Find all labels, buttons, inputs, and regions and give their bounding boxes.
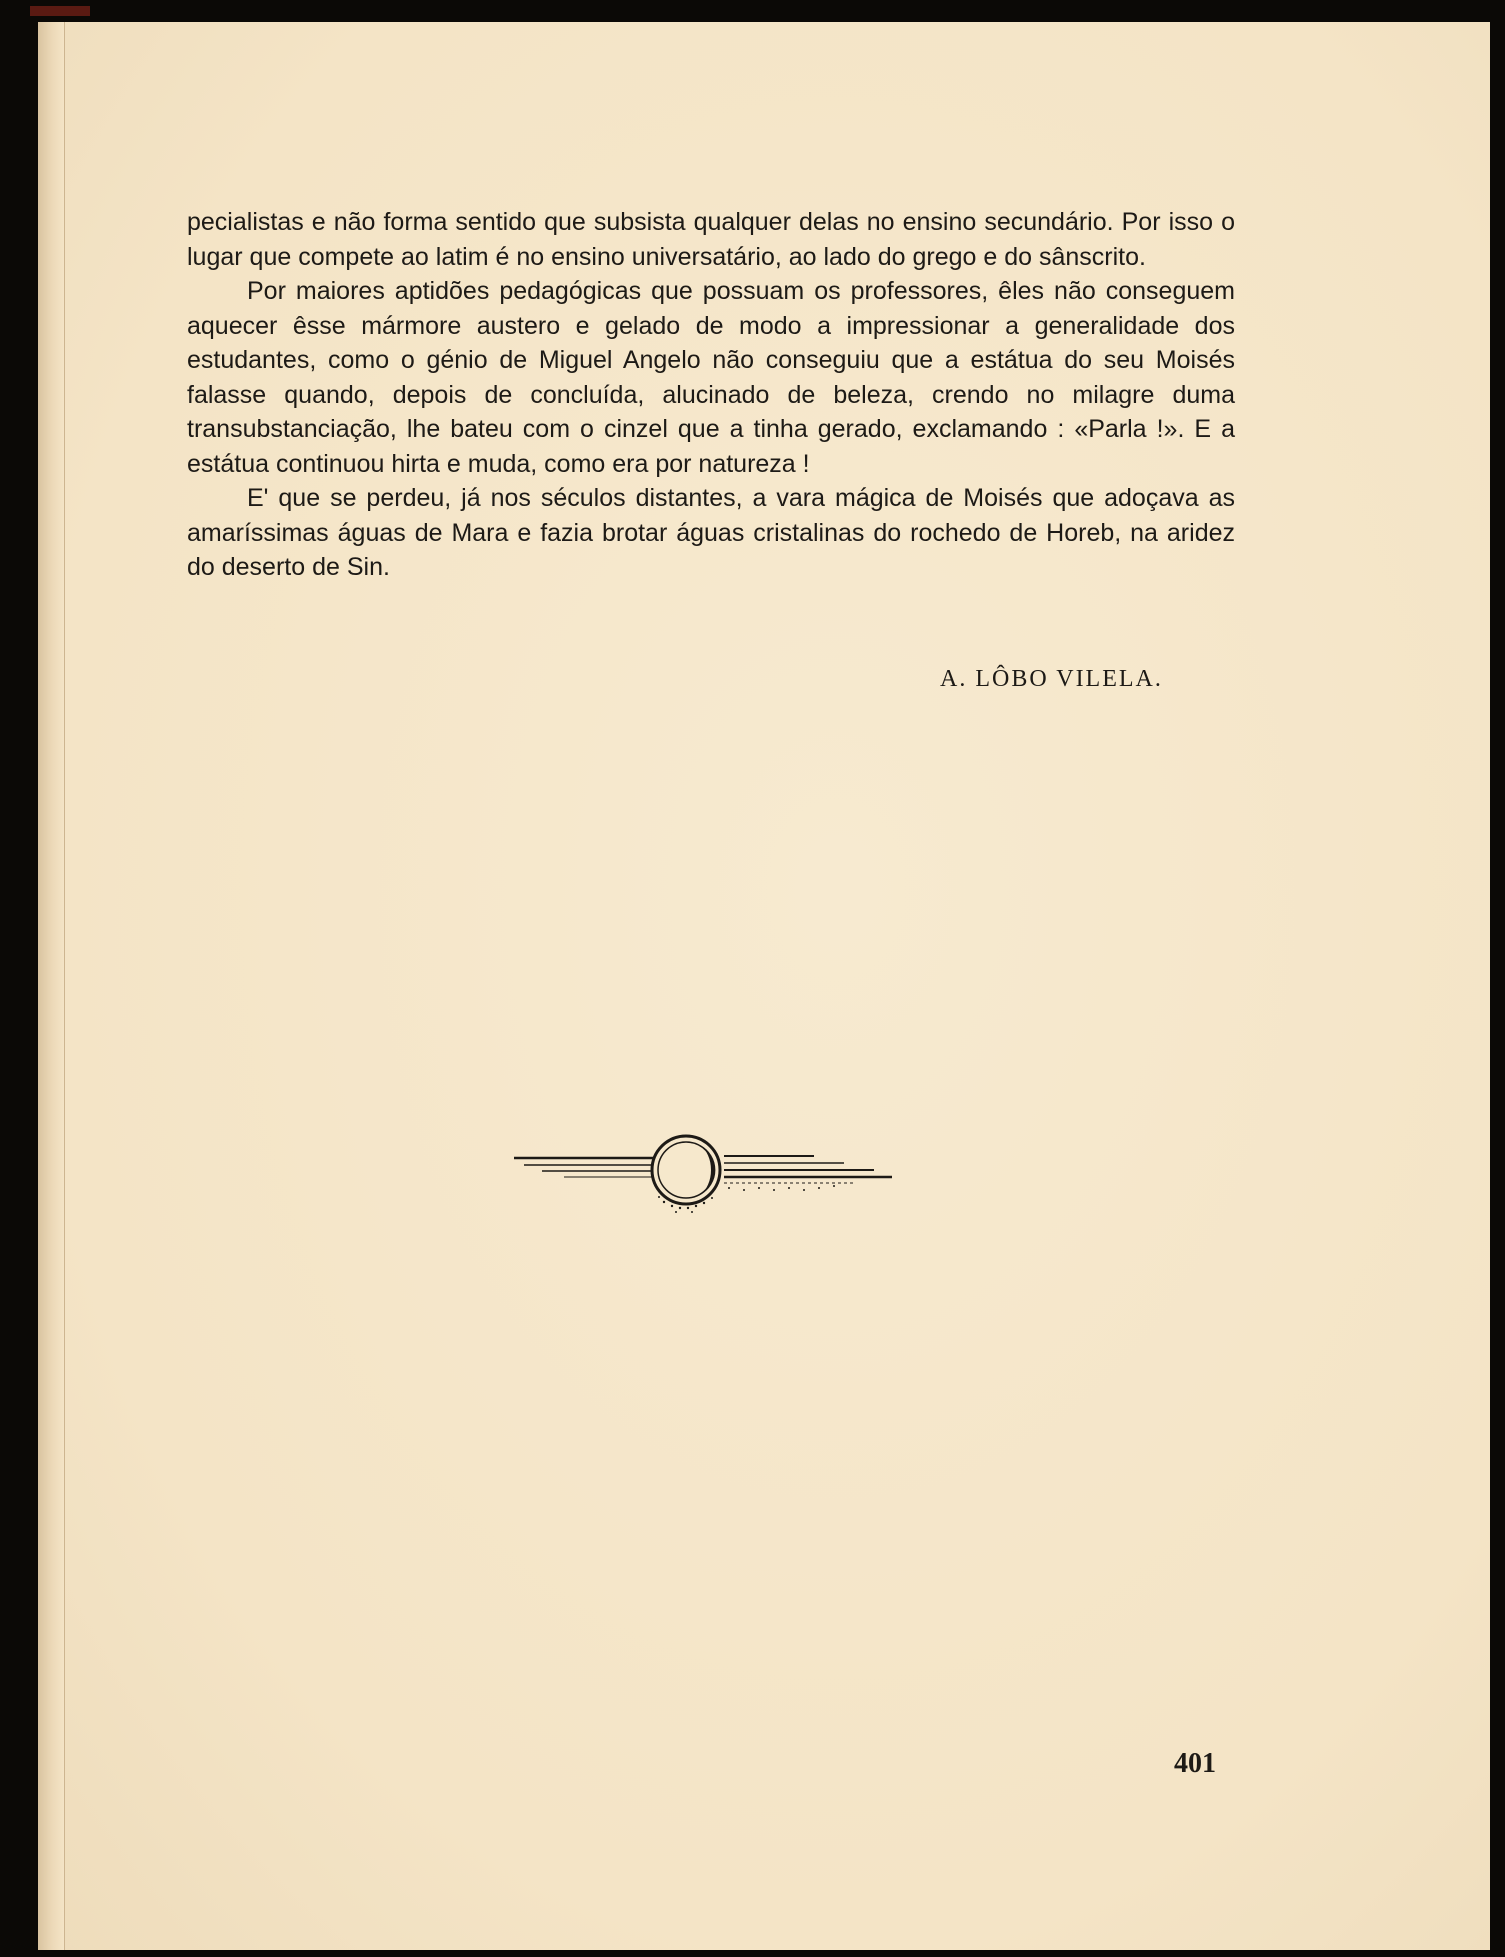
binding-mark (30, 6, 90, 16)
globe-with-speed-lines-ornament-icon (514, 1120, 894, 1216)
author-signature: A. LÔBO VILELA. (940, 666, 1163, 692)
page-gutter (38, 22, 65, 1950)
paragraph-continuation: pecialistas e não forma sentido que subsista qualquer delas no ensino secundário. Por isso o lugar que compete ao latim é no ensino universatário, ao lado do grego e do sânscrito. (187, 208, 1235, 271)
page-number: 401 (1174, 1748, 1216, 1779)
paragraph-magic-staff: E' que se perdeu, já nos séculos distantes, a vara mágica de Moisés que adoçava as amaríssimas águas de Mara e fazia brotar águas cristalinas do rochedo de Horeb, na aridez do deserto de Sin. (187, 484, 1235, 581)
paragraph-moses-statue: Por maiores aptidões pedagógicas que possuam os professores, êles não conseguem aquecer êsse mármore austero e gelado de modo a impressionar a generalidade dos estudantes, como o génio de Miguel Angelo não conseguiu que a estátua do seu Moisés falasse quando, depois de concluída, alucinado de beleza, crendo no milagre duma transubstanciação, lhe bateu com o cinzel que a tinha gerado, exclamando : «Parla !». E a estátua continuou hirta e muda, como era por natureza ! (187, 277, 1235, 478)
body-text (187, 205, 1235, 585)
